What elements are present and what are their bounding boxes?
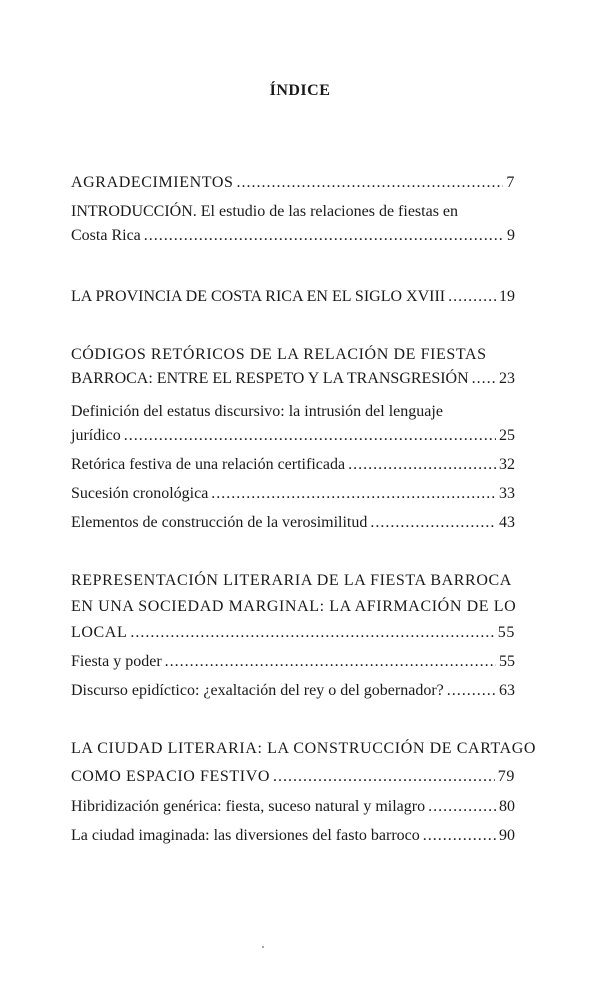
toc-page-number: 23: [499, 370, 515, 387]
leader-dots: [211, 482, 496, 506]
toc-entry-line: CÓDIGOS RETÓRICOS DE LA RELACIÓN DE FIESTAS: [71, 346, 487, 363]
index-title: ÍNDICE: [269, 82, 331, 99]
toc-entry-line: LA CIUDAD LITERARIA: LA CONSTRUCCIÓN DE CARTAGO: [71, 740, 537, 757]
toc-page-number: 9: [507, 227, 515, 244]
leader-dots: [144, 224, 504, 248]
toc-entry-line: REPRESENTACIÓN LITERARIA DE LA FIESTA BARROCA: [71, 572, 512, 589]
toc-entry-text: Retórica festiva de una relación certificada: [71, 456, 346, 473]
toc-entry-text: AGRADECIMIENTOS: [71, 174, 234, 191]
toc-entry-text: Hibridización genérica: fiesta, suceso natural y milagro: [71, 798, 426, 815]
toc-entry-text: BARROCA: ENTRE EL RESPETO Y LA TRANSGRESIÓN: [71, 370, 469, 387]
leader-dots: [165, 650, 496, 674]
toc-entry-la-provincia[interactable]: [71, 285, 515, 309]
toc-page-number: 7: [506, 174, 515, 191]
leader-dots: [124, 424, 496, 448]
leader-dots: [428, 795, 496, 819]
toc-entry-text: LA PROVINCIA DE COSTA RICA EN EL SIGLO XVIII: [71, 288, 446, 305]
toc-entry-text: Elementos de construcción de la verosimilitud: [71, 514, 368, 531]
leader-dots: [448, 285, 496, 309]
toc-entry-sucesion-cronologica[interactable]: [71, 482, 515, 506]
toc-entry-retorica-festiva[interactable]: [71, 453, 515, 477]
toc-page-number: 25: [499, 427, 515, 444]
toc-entry-text: Costa Rica: [71, 227, 141, 244]
toc-entry-codigos-retoricos[interactable]: [71, 343, 515, 391]
toc-entry-text: Discurso epidíctico: ¿exaltación del rey o del gobernador?: [71, 682, 444, 699]
leader-dots: [472, 367, 496, 391]
toc-entry-text: COMO ESPACIO FESTIVO: [71, 768, 270, 785]
toc-entry-definicion-estatus[interactable]: [71, 400, 515, 448]
leader-dots: [348, 453, 496, 477]
toc-entry-text: jurídico: [71, 427, 121, 444]
toc-entry-line: Definición del estatus discursivo: la intrusión del lenguaje: [71, 403, 443, 420]
toc-page-number: 55: [497, 624, 515, 641]
toc-entry-discurso-epidictico[interactable]: [71, 679, 515, 703]
toc-entry-text: Sucesión cronológica: [71, 485, 209, 502]
toc-page-number: 43: [499, 514, 515, 531]
toc-page-number: 33: [499, 485, 515, 502]
toc-page-number: 19: [499, 288, 515, 305]
leader-dots: [130, 621, 494, 645]
leader-dots: [273, 765, 495, 789]
toc-page-number: 63: [499, 682, 515, 699]
leader-dots: [370, 511, 496, 535]
toc-page-number: 90: [499, 827, 515, 844]
toc-page-number: 79: [497, 768, 515, 785]
toc-entry-hibridizacion-generica[interactable]: [71, 795, 515, 819]
toc-entry-text: La ciudad imaginada: las diversiones del fasto barroco: [71, 827, 420, 844]
leader-dots: [236, 171, 503, 195]
toc-page-number: 32: [499, 456, 515, 473]
toc-entry-elementos-construccion[interactable]: [71, 511, 515, 535]
toc-entry-agradecimientos[interactable]: [71, 171, 515, 195]
toc-entry-ciudad-literaria[interactable]: [71, 737, 537, 789]
leader-dots: [447, 679, 496, 703]
toc-entry-ciudad-imaginada[interactable]: [71, 824, 515, 848]
toc-entry-line: INTRODUCCIÓN. El estudio de las relaciones de fiestas en: [71, 203, 459, 220]
page-speck: [262, 946, 264, 948]
toc-entry-text: LOCAL: [71, 624, 128, 641]
toc-entry-fiesta-poder[interactable]: [71, 650, 515, 674]
toc-page-number: 80: [499, 798, 515, 815]
toc-entry-text: Fiesta y poder: [71, 653, 162, 670]
toc-entry-line: EN UNA SOCIEDAD MARGINAL: LA AFIRMACIÓN DE LO: [71, 598, 517, 615]
toc-entry-representacion-literaria[interactable]: [71, 569, 515, 645]
toc-page-number: 55: [499, 653, 515, 670]
leader-dots: [423, 824, 496, 848]
toc-entry-introduccion[interactable]: [71, 200, 515, 248]
